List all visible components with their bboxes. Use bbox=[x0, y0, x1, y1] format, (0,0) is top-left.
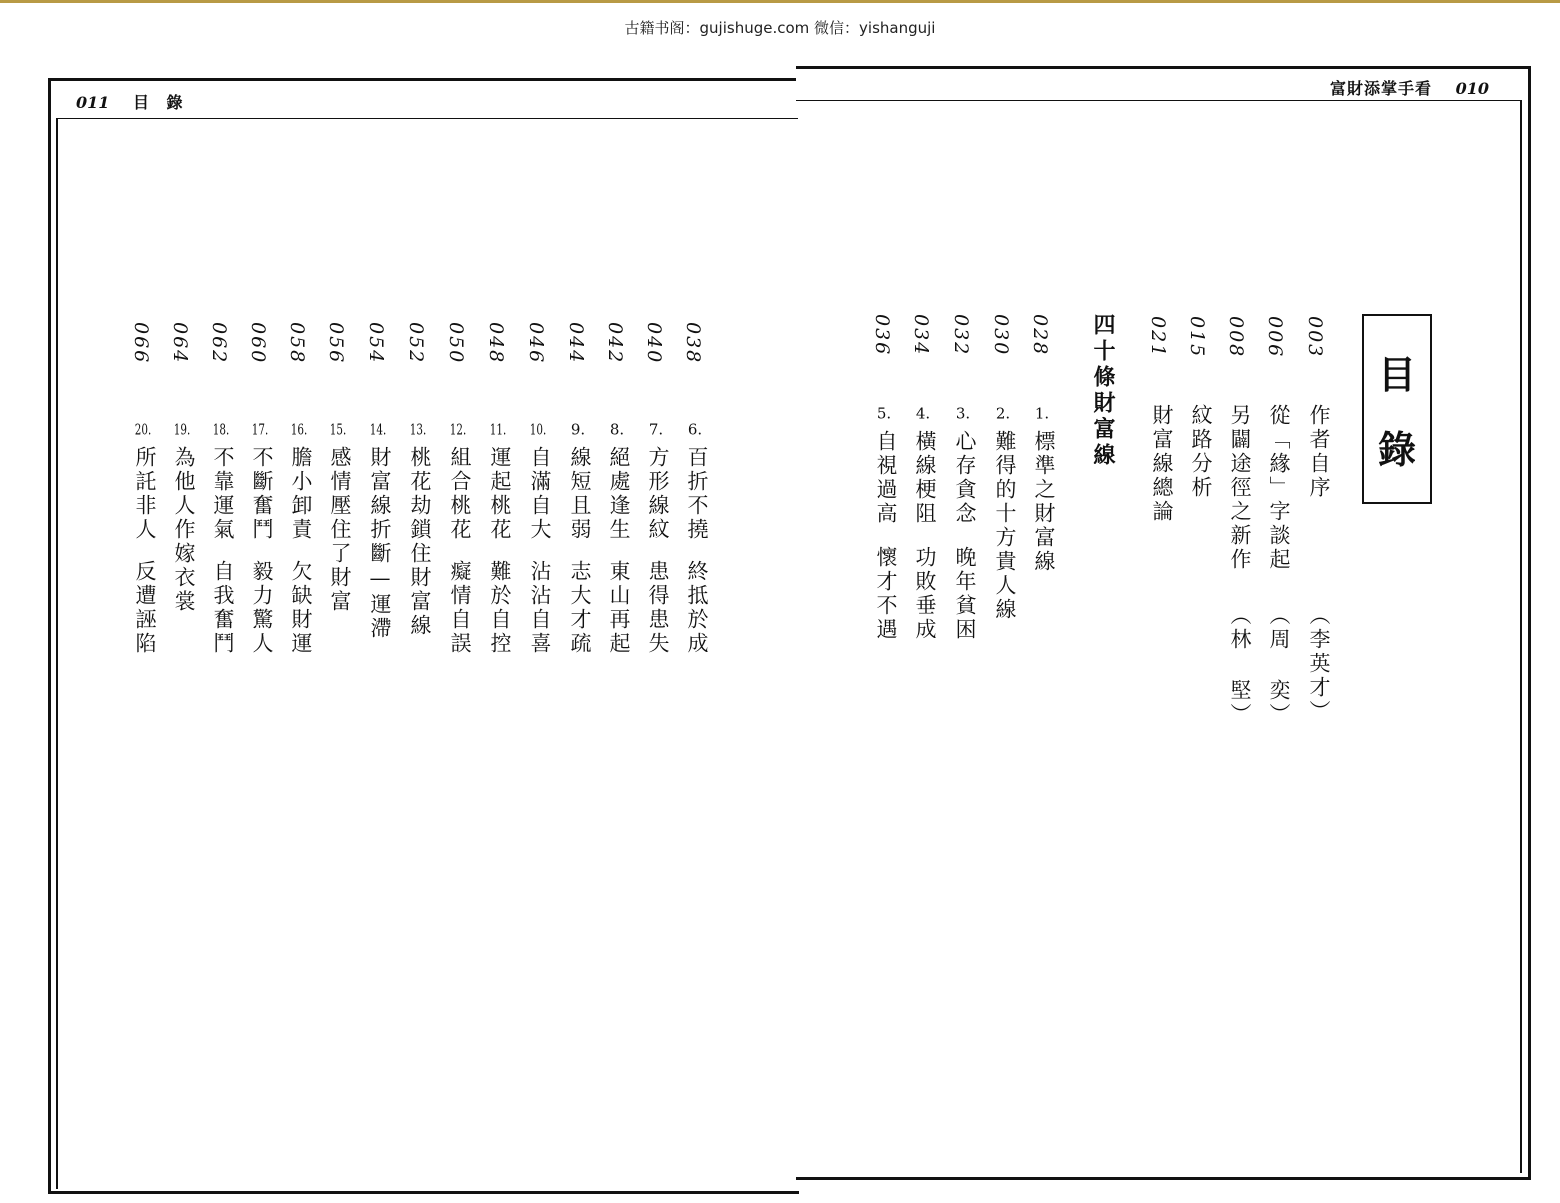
toc-title: 另闢途徑之新作 bbox=[1228, 404, 1252, 572]
toc-page-number: 015 bbox=[1186, 316, 1208, 359]
toc-subtitle: 功敗垂成 bbox=[913, 546, 937, 642]
toc-index: 20. bbox=[134, 422, 152, 437]
toc-subtitle: 晚年貧困 bbox=[953, 546, 977, 642]
section-title: 四十條財富線 bbox=[1090, 313, 1116, 469]
toc-page-number: 046 bbox=[525, 322, 547, 365]
toc-page-number: 042 bbox=[604, 322, 626, 365]
toc-index: 17. bbox=[251, 422, 269, 437]
toc-page-number: 066 bbox=[130, 322, 152, 365]
right-page-number: 010 bbox=[1455, 79, 1489, 98]
toc-heading-char: 目 bbox=[1377, 352, 1416, 397]
toc-title: 線短且弱 bbox=[568, 446, 592, 542]
toc-title: 橫線梗阻 bbox=[913, 430, 937, 526]
right-page-text-frame bbox=[796, 100, 1522, 1173]
toc-title: 為他人作嫁衣裳 bbox=[172, 446, 196, 614]
toc-subtitle: 難於自控 bbox=[488, 560, 512, 656]
toc-subtitle: 東山再起 bbox=[607, 560, 631, 656]
toc-subtitle: 欠缺財運 bbox=[289, 560, 313, 656]
toc-title: 所託非人 bbox=[133, 446, 157, 542]
toc-page-number: 028 bbox=[1029, 314, 1051, 357]
toc-subtitle: 沾沾自喜 bbox=[528, 560, 552, 656]
toc-page-number: 008 bbox=[1225, 316, 1247, 359]
toc-page-number: 034 bbox=[910, 314, 932, 357]
toc-index: 15. bbox=[329, 422, 347, 437]
toc-subtitle: 患得患失 bbox=[646, 560, 670, 656]
toc-page-number: 052 bbox=[405, 322, 427, 365]
toc-title: 作者自序 bbox=[1307, 404, 1331, 500]
toc-subtitle: 志大才疏 bbox=[568, 560, 592, 656]
toc-page-number: 032 bbox=[950, 314, 972, 357]
toc-index: 13. bbox=[409, 422, 427, 437]
toc-title: 運起桃花 bbox=[488, 446, 512, 542]
toc-subtitle: 懷才不遇 bbox=[874, 546, 898, 642]
toc-index: 7. bbox=[648, 422, 664, 437]
toc-subtitle: 終抵於成 bbox=[685, 560, 709, 656]
toc-title: 桃花劫鎖住財富線 bbox=[408, 446, 432, 638]
toc-title: 標準之財富線 bbox=[1032, 430, 1056, 574]
toc-index: 2. bbox=[995, 406, 1011, 421]
right-page-header-title: 富財添掌手看 bbox=[1330, 79, 1433, 98]
toc-page-number: 021 bbox=[1147, 316, 1169, 359]
toc-index: 3. bbox=[955, 406, 971, 421]
toc-title: 財富線總論 bbox=[1150, 404, 1174, 524]
toc-title: 絕處逢生 bbox=[607, 446, 631, 542]
right-page-header bbox=[1330, 76, 1489, 99]
site-watermark-header: 古籍书阁：gujishuge.com 微信：yishanguji bbox=[624, 19, 936, 37]
toc-index: 9. bbox=[570, 422, 586, 437]
toc-author: （周 奕） bbox=[1267, 604, 1291, 727]
toc-page-number: 064 bbox=[169, 322, 191, 365]
toc-subtitle: 自我奮鬥 bbox=[211, 560, 235, 656]
toc-index: 6. bbox=[687, 422, 703, 437]
left-page-header bbox=[76, 90, 189, 113]
toc-index: 4. bbox=[915, 406, 931, 421]
toc-page-number: 038 bbox=[682, 322, 704, 365]
toc-page-number: 040 bbox=[643, 322, 665, 365]
toc-page-number: 058 bbox=[286, 322, 308, 365]
toc-page-number: 036 bbox=[871, 314, 893, 357]
toc-page-number: 054 bbox=[365, 322, 387, 365]
toc-subtitle: 反遭誣陷 bbox=[133, 560, 157, 656]
toc-index: 10. bbox=[529, 422, 547, 437]
left-page-number: 011 bbox=[76, 93, 110, 112]
toc-index: 5. bbox=[876, 406, 892, 421]
toc-title: 膽小卸責 bbox=[289, 446, 313, 542]
top-border-line bbox=[0, 0, 1560, 3]
toc-page-number: 048 bbox=[485, 322, 507, 365]
toc-index: 8. bbox=[609, 422, 625, 437]
toc-title: 從「緣」字談起 bbox=[1267, 404, 1291, 572]
toc-title: 財富線折斷—運滯 bbox=[368, 446, 392, 641]
toc-subtitle: 毅力驚人 bbox=[250, 560, 274, 656]
toc-title: 不靠運氣 bbox=[211, 446, 235, 542]
toc-page-number: 044 bbox=[565, 322, 587, 365]
toc-title: 難得的十方貴人線 bbox=[993, 430, 1017, 622]
toc-page-number: 050 bbox=[445, 322, 467, 365]
toc-page-number: 030 bbox=[990, 314, 1012, 357]
toc-subtitle: 癡情自誤 bbox=[448, 560, 472, 656]
toc-index: 19. bbox=[173, 422, 191, 437]
toc-title: 自滿自大 bbox=[528, 446, 552, 542]
toc-index: 12. bbox=[449, 422, 467, 437]
toc-title: 心存貪念 bbox=[953, 430, 977, 526]
toc-title: 感情壓住了財富 bbox=[328, 446, 352, 614]
toc-page-number: 056 bbox=[325, 322, 347, 365]
toc-title: 方形線紋 bbox=[646, 446, 670, 542]
toc-index: 11. bbox=[489, 422, 507, 437]
toc-index: 1. bbox=[1034, 406, 1050, 421]
toc-index: 16. bbox=[290, 422, 308, 437]
toc-page-number: 060 bbox=[247, 322, 269, 365]
toc-heading-box bbox=[1362, 314, 1432, 504]
toc-title: 自視過高 bbox=[874, 430, 898, 526]
left-page-header-title: 目 錄 bbox=[132, 93, 189, 112]
toc-author: （李英才） bbox=[1307, 604, 1331, 724]
toc-index: 18. bbox=[212, 422, 230, 437]
toc-heading-char: 錄 bbox=[1377, 427, 1416, 472]
toc-author: （林 堅） bbox=[1228, 604, 1252, 727]
toc-page-number: 062 bbox=[208, 322, 230, 365]
toc-title: 百折不撓 bbox=[685, 446, 709, 542]
toc-page-number: 003 bbox=[1304, 316, 1326, 359]
toc-index: 14. bbox=[369, 422, 387, 437]
toc-page-number: 006 bbox=[1264, 316, 1286, 359]
toc-title: 組合桃花 bbox=[448, 446, 472, 542]
toc-title: 不斷奮鬥 bbox=[250, 446, 274, 542]
toc-title: 紋路分析 bbox=[1189, 404, 1213, 500]
